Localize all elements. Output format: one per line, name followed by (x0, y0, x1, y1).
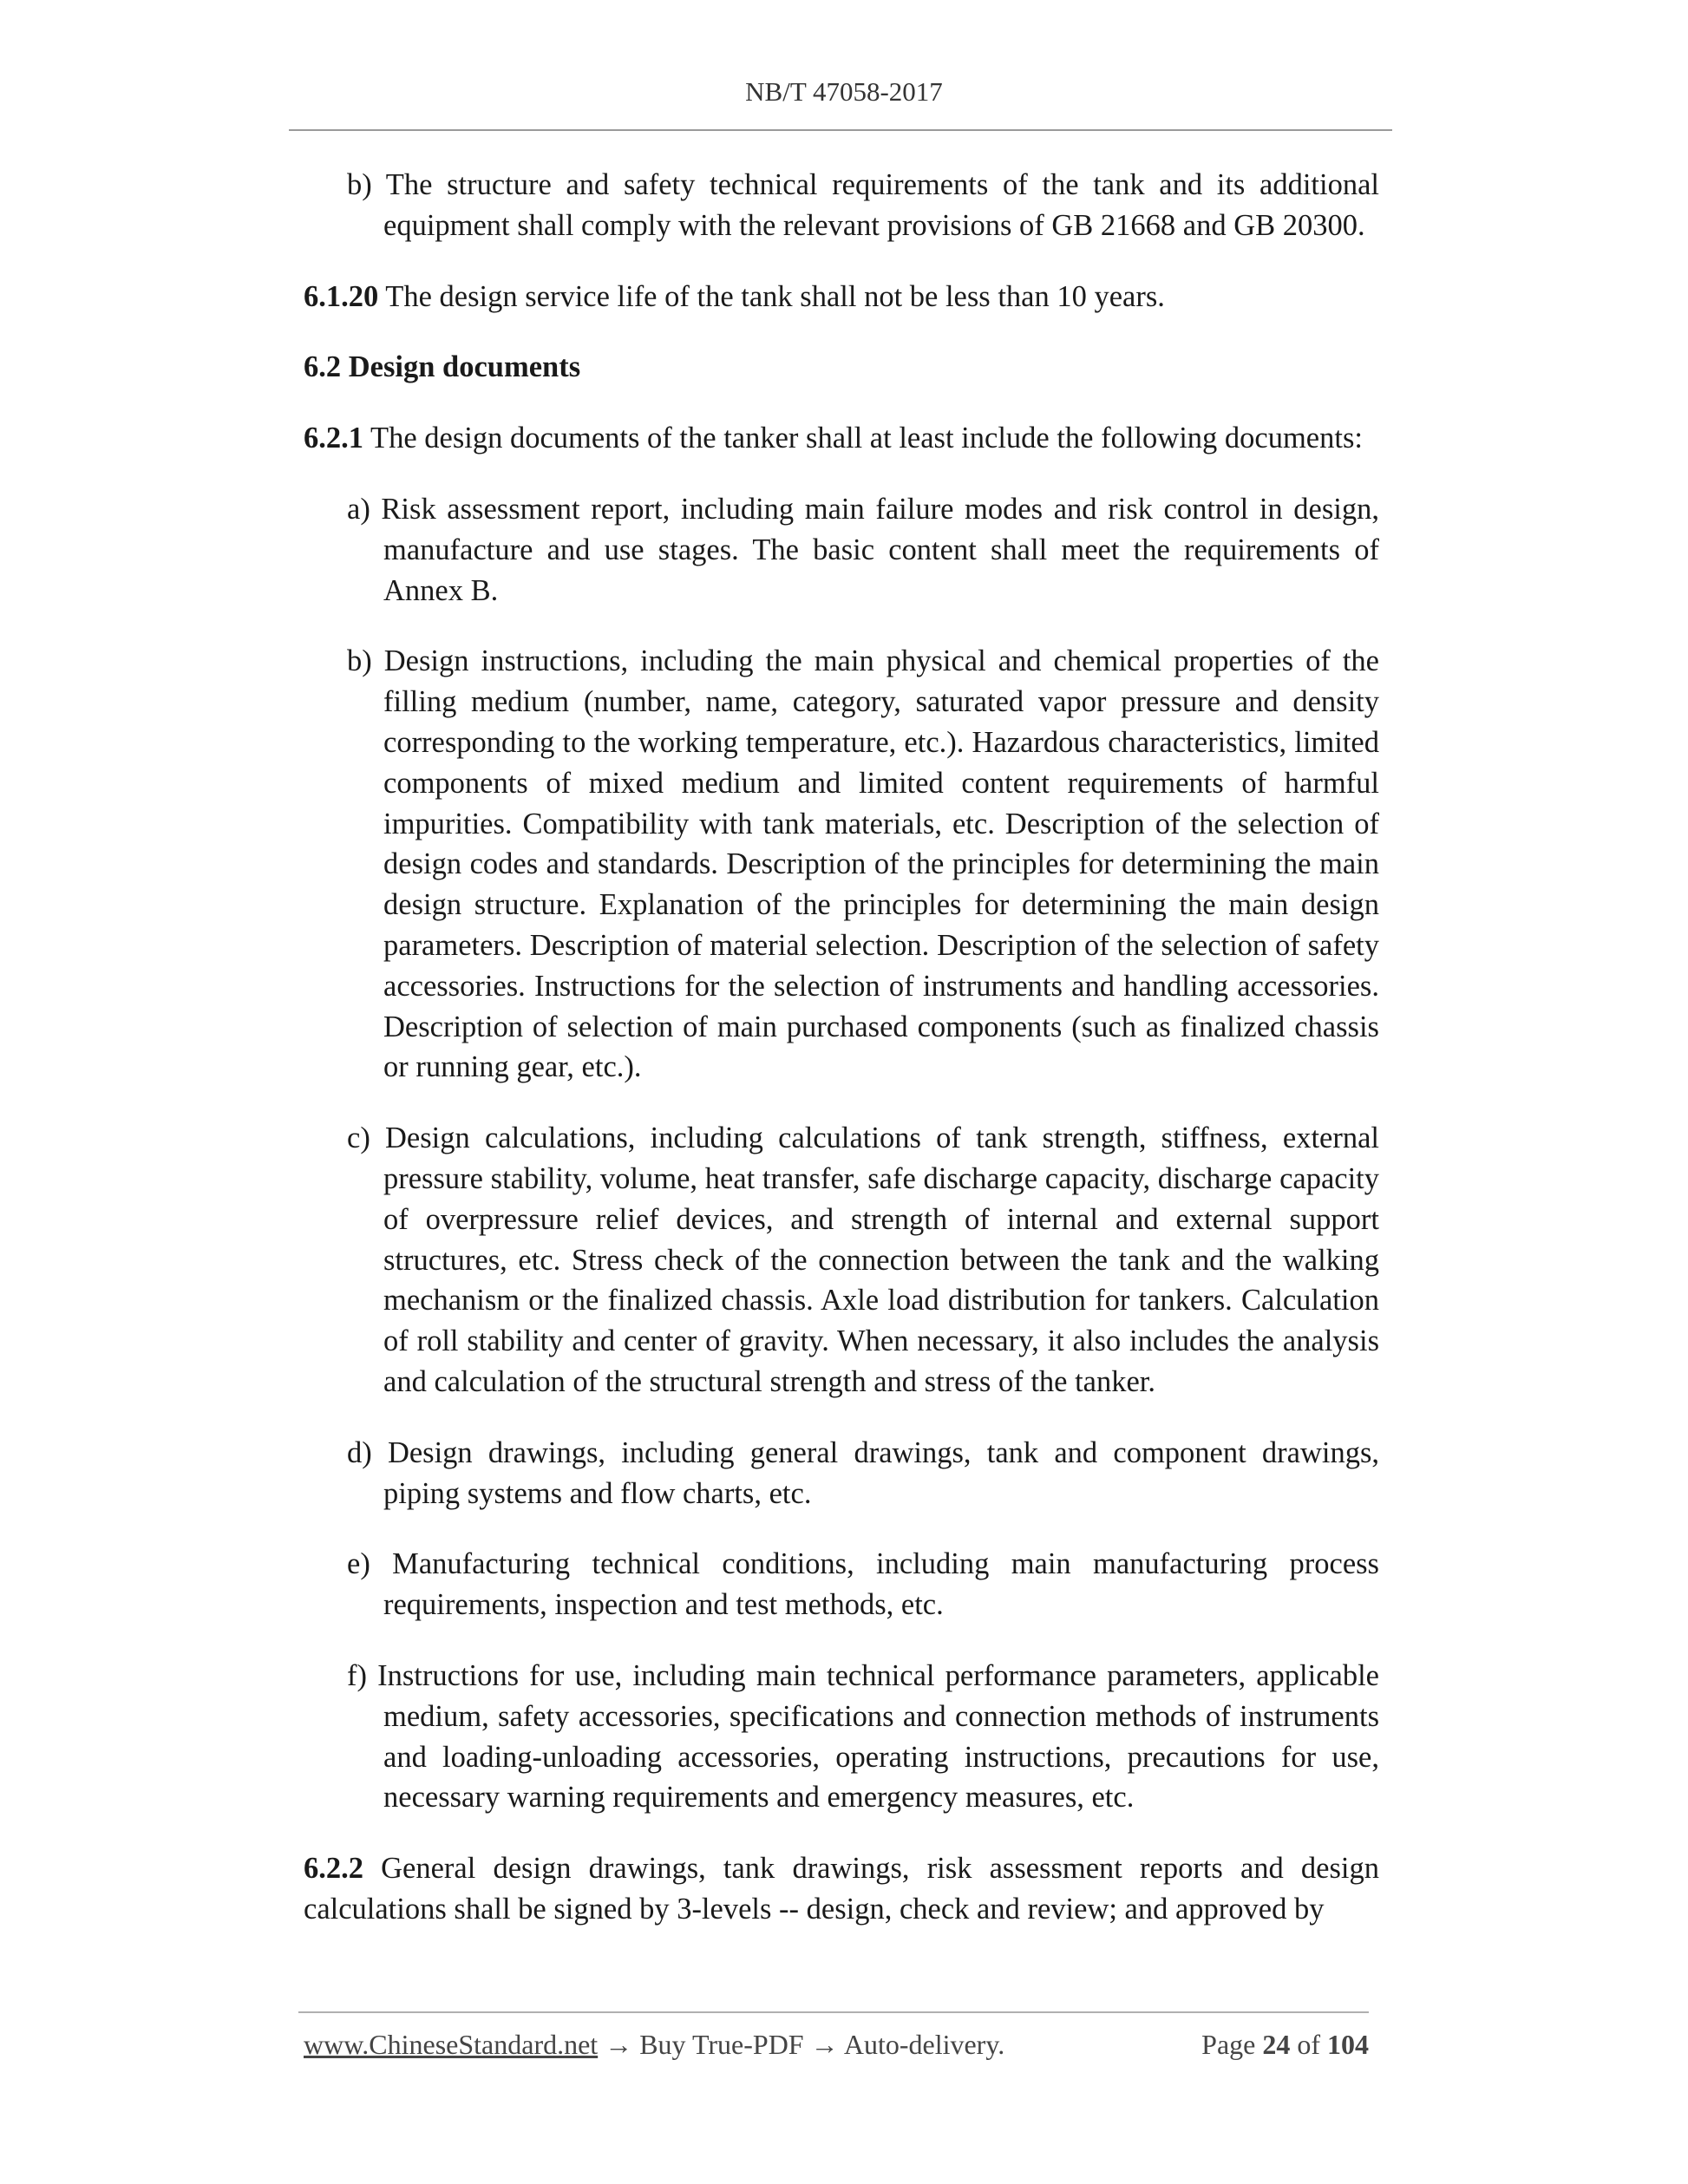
page-header: NB/T 47058-2017 (745, 76, 943, 107)
list-item-b: b) Design instructions, including the main physical and chemical properties of the filling medium (number, name, category, saturated vapor pressure and density corresponding to the working temperature, etc.). Hazardous characteristics, limited components of mixed medium and limited content requirements of harmful impurities. Compatibility with tank materials, etc. Description of the selection of design codes and standards. Description of the principles for determining the main design structure. Explanation of the principles for determining the main design parameters. Description of material selection. Description of the selection of safety accessories. Instructions for the selection of instruments and handling accessories. Description of selection of main purchased components (such as finalized chassis or running gear, etc.). (347, 644, 1379, 1084)
list-item-e: e) Manufacturing technical conditions, including main manufacturing process requirements, inspection and test methods, etc. (347, 1547, 1379, 1622)
page-number: 24 (1262, 2029, 1291, 2060)
clause-text: The design service life of the tank shall not be less than 10 years. (378, 279, 1165, 313)
site-link[interactable]: www.ChineseStandard.net (304, 2029, 599, 2060)
clause-6-1-20 (304, 277, 1379, 317)
total-pages: 104 (1327, 2029, 1369, 2060)
list-item-f: f) Instructions for use, including main technical performance parameters, applicable medium, safety accessories, specifications and connection methods of instruments and loading-unloading accessories, operating instructions, precautions for use, necessary warning requirements and emergency measures, etc. (347, 1658, 1379, 1815)
list-item-b-continued: b) The structure and safety technical requirements of the tank and its additional equipment shall comply with the relevant provisions of GB 21668 and GB 20300. (347, 168, 1379, 242)
header-divider (289, 129, 1392, 131)
page-label: Page (1201, 2029, 1263, 2060)
section-heading-6-2: 6.2 Design documents (304, 350, 581, 384)
of-label: of (1290, 2029, 1327, 2060)
clause-text: General design drawings, tank drawings, risk assessment reports and design calculations shall be signed by 3-levels -- design, check and review; and approved by (304, 1852, 1379, 1926)
page-indicator (1201, 2029, 1369, 2061)
clause-number: 6.2.1 (304, 422, 363, 455)
promo-text: → Buy True-PDF → Auto-delivery. (598, 2029, 1005, 2060)
clause-number: 6.2.2 (304, 1852, 363, 1886)
clause-6-2-2 (304, 1848, 1379, 1930)
document-body (304, 165, 1379, 1960)
list-item-c: c) Design calculations, including calculations of tank strength, stiffness, external pressure stability, volume, heat transfer, safe discharge capacity, discharge capacity of overpressure relief devices, and strength of internal and external support structures, etc. Stress check of the connection between the tank and the walking mechanism or the finalized chassis. Axle load distribution for tankers. Calculation of roll stability and center of gravity. When necessary, it also includes the analysis and calculation of the structural strength and stress of the tanker. (347, 1121, 1379, 1398)
clause-text: The design documents of the tanker shall at least include the following documents: (363, 422, 1363, 455)
footer-divider (298, 2011, 1369, 2013)
list-item-d: d) Design drawings, including general drawings, tank and component drawings, piping systems and flow charts, etc. (347, 1435, 1379, 1510)
clause-6-2-1 (304, 418, 1379, 459)
footer-promo (304, 2029, 1004, 2061)
list-item-a: a) Risk assessment report, including main failure modes and risk control in design, manufacture and use stages. The basic content shall meet the requirements of Annex B. (347, 492, 1379, 607)
clause-number: 6.1.20 (304, 279, 379, 313)
